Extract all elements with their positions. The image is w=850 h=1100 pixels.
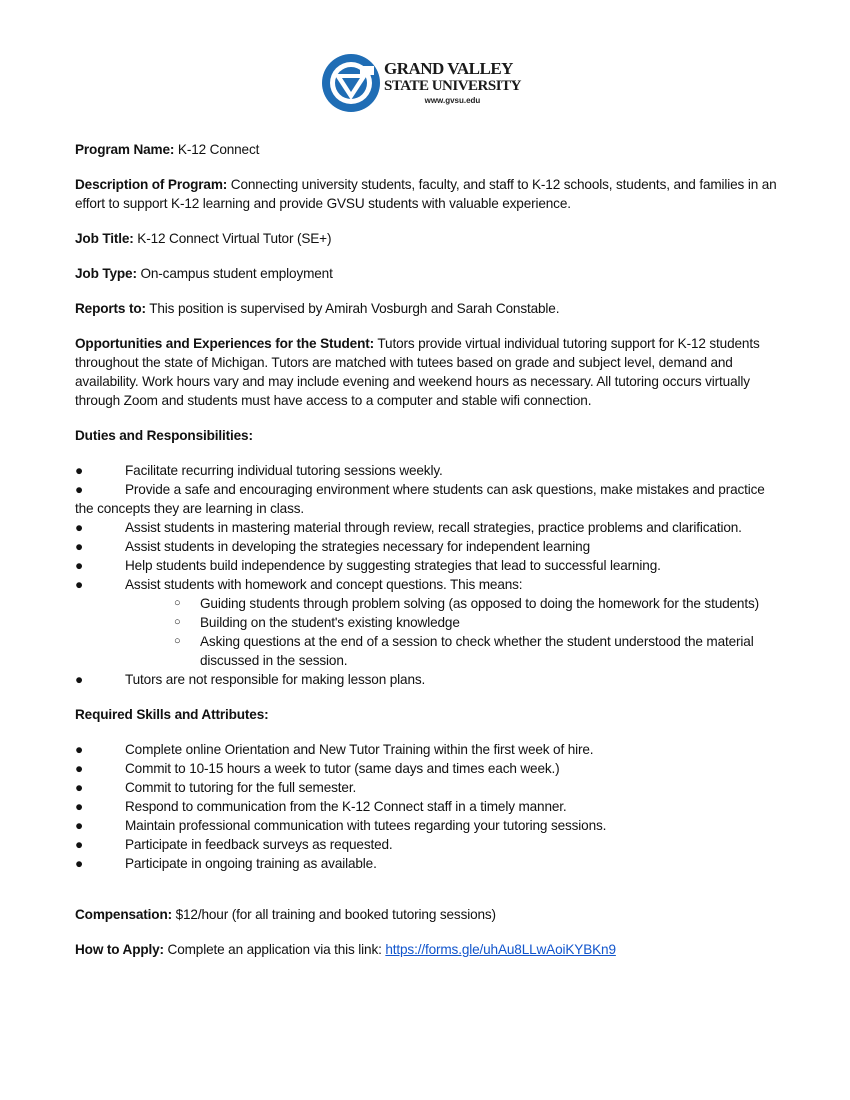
bullet-icon: ● <box>75 837 84 852</box>
bullet-icon: ● <box>75 577 84 592</box>
job-title-label: Job Title: <box>75 231 134 246</box>
list-item: ● Assist students with homework and concept questions. This means: ○ Guiding students through problem solving (as opposed to doing the homework for the students) ○ Building on the student's existing knowledge ○ Asking questions at the end of a session to check whether the student understood the material discussed in the session. <box>75 575 780 670</box>
how-to-apply-value: Complete an application via this link: <box>163 942 386 957</box>
job-type <box>75 264 780 283</box>
list-item: ● Facilitate recurring individual tutoring sessions weekly. <box>75 463 443 478</box>
reports-to-value: This position is supervised by Amirah Vosburgh and Sarah Constable. <box>145 301 560 316</box>
logo-wordmark-line2: STATE UNIVERSITY <box>384 78 521 94</box>
list-item: ● Tutors are not responsible for making lesson plans. <box>75 672 426 687</box>
bullet-icon: ● <box>75 482 84 497</box>
bullet-icon: ● <box>75 799 84 814</box>
application-link[interactable]: https://forms.gle/uhAu8LLwAoiKYBKn9 <box>385 942 616 957</box>
opportunities <box>75 334 780 410</box>
description-value: Connecting university students, faculty, and staff to K-12 schools, students, and families in an effort to support K-12 learning and provide GVSU students with valuable experience. <box>75 177 777 211</box>
compensation <box>75 905 780 924</box>
bullet-icon: ● <box>75 520 84 535</box>
bullet-icon: ● <box>75 856 84 871</box>
opportunities-value: Tutors provide virtual individual tutoring support for K-12 students throughout the state of Michigan. Tutors are matched with tutees based on grade and subject level, demand and availability. Work hours vary and may include evening and weekend hours as necessary. All tutoring occurs virtually through Zoom and students must have access to a computer and stable wifi connection. <box>75 336 760 408</box>
circle-bullet-icon: ○ <box>174 616 181 628</box>
list-item: ● Provide a safe and encouraging environment where students can ask questions, make mistakes and practice the concepts they are learning in class. <box>75 482 765 516</box>
duties-heading: Duties and Responsibilities: <box>75 428 253 443</box>
compensation-value: $12/hour (for all training and booked tutoring sessions) <box>171 907 496 922</box>
list-item: ● Assist students in developing the strategies necessary for independent learning <box>75 539 590 554</box>
bullet-icon: ● <box>75 539 84 554</box>
bullet-icon: ● <box>75 672 84 687</box>
program-name-value: K-12 Connect <box>174 142 260 157</box>
how-to-apply-label: How to Apply: <box>75 942 164 957</box>
gvsu-logo-icon <box>320 52 382 114</box>
sub-list-item: ○ Building on the student's existing knowledge <box>174 615 460 630</box>
circle-bullet-icon: ○ <box>174 635 181 647</box>
bullet-icon: ● <box>75 780 84 795</box>
list-item: ● Respond to communication from the K-12 Connect staff in a timely manner. <box>75 799 567 814</box>
circle-bullet-icon: ○ <box>174 597 181 609</box>
bullet-icon: ● <box>75 761 84 776</box>
sub-list <box>75 594 780 670</box>
sub-list-item: ○ Asking questions at the end of a session to check whether the student understood the material discussed in the session. <box>174 634 754 668</box>
program-name-label: Program Name: <box>75 142 175 157</box>
logo-url: www.gvsu.edu <box>424 96 481 105</box>
job-type-value: On-campus student employment <box>136 266 333 281</box>
list-item: ● Commit to tutoring for the full semester. <box>75 780 357 795</box>
skills-heading: Required Skills and Attributes: <box>75 707 269 722</box>
sub-list-item: ○ Guiding students through problem solving (as opposed to doing the homework for the students) <box>174 596 759 611</box>
duties-list <box>75 461 780 689</box>
job-type-label: Job Type: <box>75 266 137 281</box>
list-item: ● Participate in feedback surveys as requested. <box>75 837 393 852</box>
job-title <box>75 229 780 248</box>
list-item: ● Commit to 10-15 hours a week to tutor (same days and times each week.) <box>75 761 560 776</box>
list-item: ● Help students build independence by suggesting strategies that lead to successful learning. <box>75 558 661 573</box>
compensation-label: Compensation: <box>75 907 172 922</box>
list-item: ● Maintain professional communication with tutees regarding your tutoring sessions. <box>75 818 607 833</box>
how-to-apply <box>75 940 780 959</box>
list-item: ● Participate in ongoing training as available. <box>75 856 377 871</box>
reports-to-label: Reports to: <box>75 301 146 316</box>
program-name <box>75 140 780 159</box>
logo-wordmark <box>384 60 521 106</box>
description-label: Description of Program: <box>75 177 228 192</box>
bullet-icon: ● <box>75 818 84 833</box>
list-item: ● Assist students in mastering material through review, recall strategies, practice problems and clarification. <box>75 520 742 535</box>
bullet-icon: ● <box>75 558 84 573</box>
program-description <box>75 175 780 213</box>
skills-list <box>75 740 780 873</box>
document-body <box>75 140 780 975</box>
bullet-icon: ● <box>75 463 84 478</box>
job-title-value: K-12 Connect Virtual Tutor (SE+) <box>133 231 332 246</box>
opportunities-label: Opportunities and Experiences for the Student: <box>75 336 374 351</box>
gvsu-logo <box>320 50 560 116</box>
list-item: ● Complete online Orientation and New Tutor Training within the first week of hire. <box>75 742 594 757</box>
reports-to <box>75 299 780 318</box>
bullet-icon: ● <box>75 742 84 757</box>
logo-wordmark-line1: GRAND VALLEY <box>384 59 513 78</box>
